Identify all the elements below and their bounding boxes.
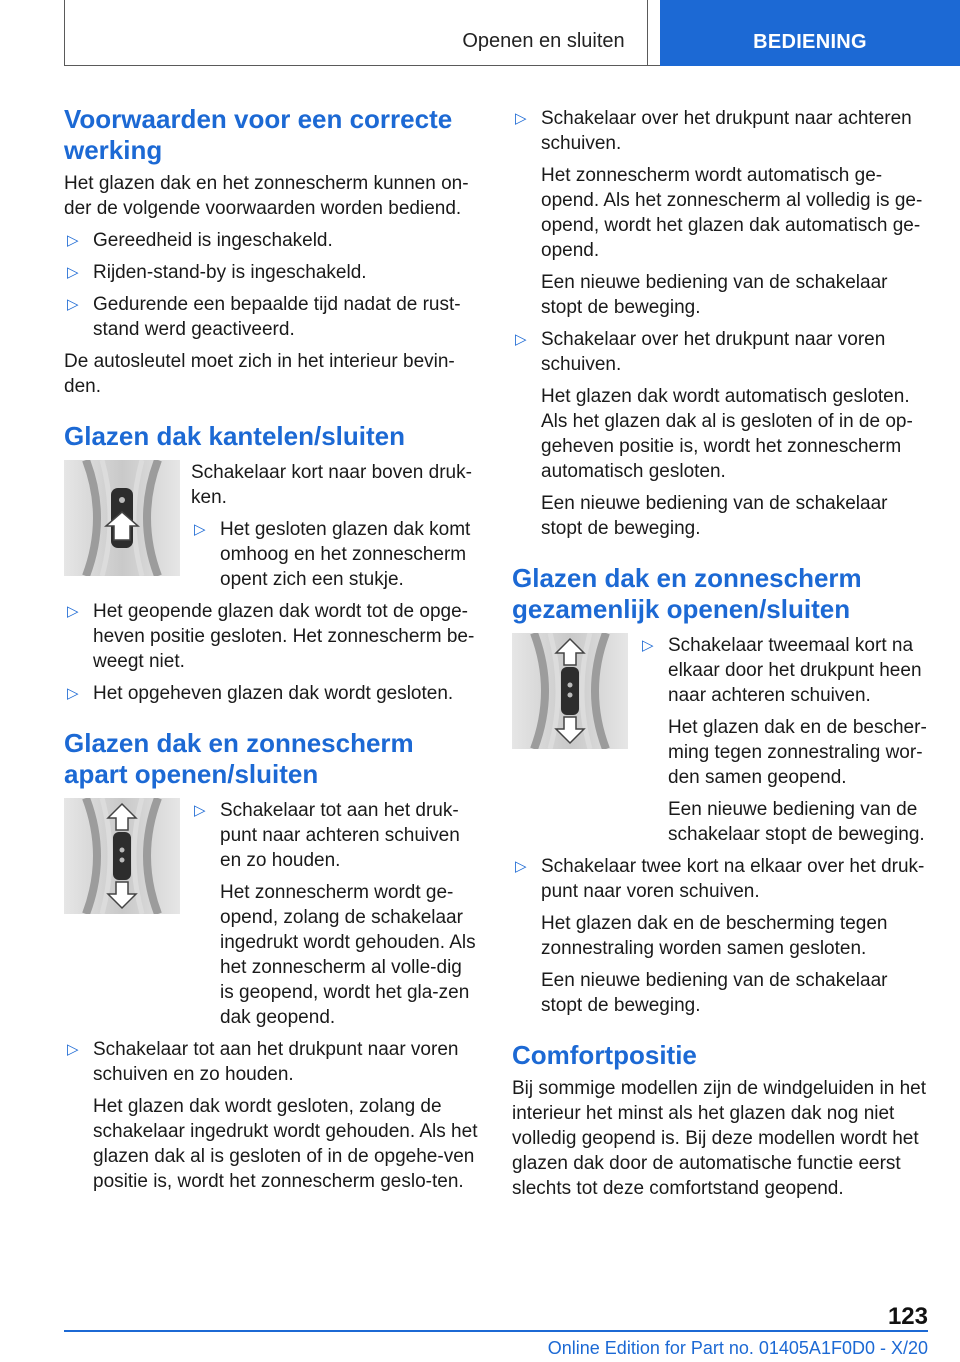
bullet-triangle-icon: ▷ xyxy=(67,1041,79,1058)
bullet-triangle-icon: ▷ xyxy=(67,685,79,702)
bullet-triangle-icon: ▷ xyxy=(67,603,79,620)
section-heading-voorwaarden: Voorwaarden voor een correcte werking xyxy=(64,104,453,165)
bullet-triangle-icon: ▷ xyxy=(642,637,654,654)
footer-divider xyxy=(64,1330,928,1332)
section-heading-kantelen: Glazen dak kantelen/sluiten xyxy=(64,421,405,451)
bullet-triangle-icon: ▷ xyxy=(67,264,79,281)
section-heading-apart: Glazen dak en zonnescherm apart openen/sluiten xyxy=(64,728,414,789)
list-item: ▷ Schakelaar twee kort na elkaar over het druk-punt naar voren schuiven. Het glazen dak en de bescherming tegen zonnestraling worden samen gesloten. Een nieuwe bediening van de schakelaar stopt de beweging. xyxy=(515,856,925,1016)
bullet-triangle-icon: ▷ xyxy=(515,858,527,875)
figure-row-gezamenlijk xyxy=(512,633,928,847)
list-item: ▷ Schakelaar tot aan het druk-punt naar achteren schuiven en zo houden. Het zonnescherm wordt ge-opend, zolang de schakelaar ingedrukt wordt gehouden. Als het zonnescherm al volle-dig is geopend, wordt het gla-zen dak geopend. xyxy=(194,800,476,1028)
list-item: ▷ Het opgeheven glazen dak wordt gesloten. xyxy=(67,683,454,704)
header-section-title: Openen en sluiten xyxy=(440,0,648,66)
bullet-triangle-icon: ▷ xyxy=(515,110,527,127)
bullet-triangle-icon: ▷ xyxy=(194,521,206,538)
list-item: ▷ Rijden-stand-by is ingeschakeld. xyxy=(67,262,367,283)
bullet-triangle-icon: ▷ xyxy=(67,296,79,313)
bullet-triangle-icon: ▷ xyxy=(194,802,206,819)
list-item: ▷ Gereedheid is ingeschakeld. xyxy=(67,230,333,251)
paragraph-kantelen-lead: Schakelaar kort naar boven druk-ken. xyxy=(191,462,472,508)
figure-row-apart xyxy=(64,798,478,1030)
list-item: ▷ Schakelaar over het drukpunt naar voren schuiven. Het glazen dak wordt automatisch gesloten. Als het glazen dak al is gesloten of in de op-geheven positie is, wordt het zonnescherm automatisch gesloten. Een nieuwe bediening van de schakelaar stopt de beweging. xyxy=(515,329,913,539)
section-heading-gezamenlijk: Glazen dak en zonnescherm gezamenlijk openen/sluiten xyxy=(512,563,862,624)
footer-edition: Online Edition for Part no. 01405A1F0D0 - X/20 xyxy=(547,1338,928,1358)
paragraph-voorwaarden-intro: Het glazen dak en het zonnescherm kunnen on-der de volgende voorwaarden worden bediend. xyxy=(64,173,469,219)
bullet-triangle-icon: ▷ xyxy=(515,331,527,348)
page-number: 123 xyxy=(887,1303,928,1330)
list-item: ▷ Het geopende glazen dak wordt tot de opge-heven positie gesloten. Het zonnescherm be-weegt niet. xyxy=(67,601,475,672)
switch-double-slide-illustration xyxy=(512,633,628,749)
section-heading-comfortpositie: Comfortpositie xyxy=(512,1040,697,1070)
switch-slide-illustration xyxy=(64,798,180,914)
right-column xyxy=(512,102,928,1201)
paragraph-comfortpositie: Bij sommige modellen zijn de windgeluiden in het interieur het minst als het glazen dak nog niet volledig geopend is. Bij deze modellen wordt het glazen dak door de automatische functie eerst slechts tot deze comfortstand geopend. xyxy=(512,1078,927,1199)
left-column xyxy=(64,102,478,1194)
switch-tilt-up-illustration xyxy=(64,460,180,576)
list-item: ▷ Het gesloten glazen dak komt omhoog en het zonnescherm opent zich een stukje. xyxy=(194,519,471,590)
list-item: ▷ Schakelaar tweemaal kort na elkaar door het drukpunt heen naar achteren schuiven. Het glazen dak en de bescher-ming tegen zonnestraling wor-den samen geopend. Een nieuwe bediening van de schakelaar stopt de beweging. xyxy=(642,635,927,845)
header-chapter-tab: BEDIENING xyxy=(660,0,960,66)
list-item: ▷ Gedurende een bepaalde tijd nadat de rust-stand werd geactiveerd. xyxy=(67,294,461,340)
bullet-triangle-icon: ▷ xyxy=(67,232,79,249)
list-item: ▷ Schakelaar tot aan het drukpunt naar voren schuiven en zo houden. Het glazen dak wordt gesloten, zolang de schakelaar ingedrukt wordt gehouden. Als het glazen dak al is gesloten of in de opgehe-ven positie is, wordt het zonnescherm geslo-ten. xyxy=(67,1039,478,1192)
list-item: ▷ Schakelaar over het drukpunt naar achteren schuiven. Het zonnescherm wordt automatisch ge-opend. Als het zonnescherm al volledig is ge-opend, wordt het glazen dak automatisch ge-opend. Een nieuwe bediening van de schakelaar stopt de beweging. xyxy=(515,108,923,318)
paragraph-autosleutel: De autosleutel moet zich in het interieur bevin-den. xyxy=(64,351,455,397)
figure-row-kantelen xyxy=(64,460,478,592)
